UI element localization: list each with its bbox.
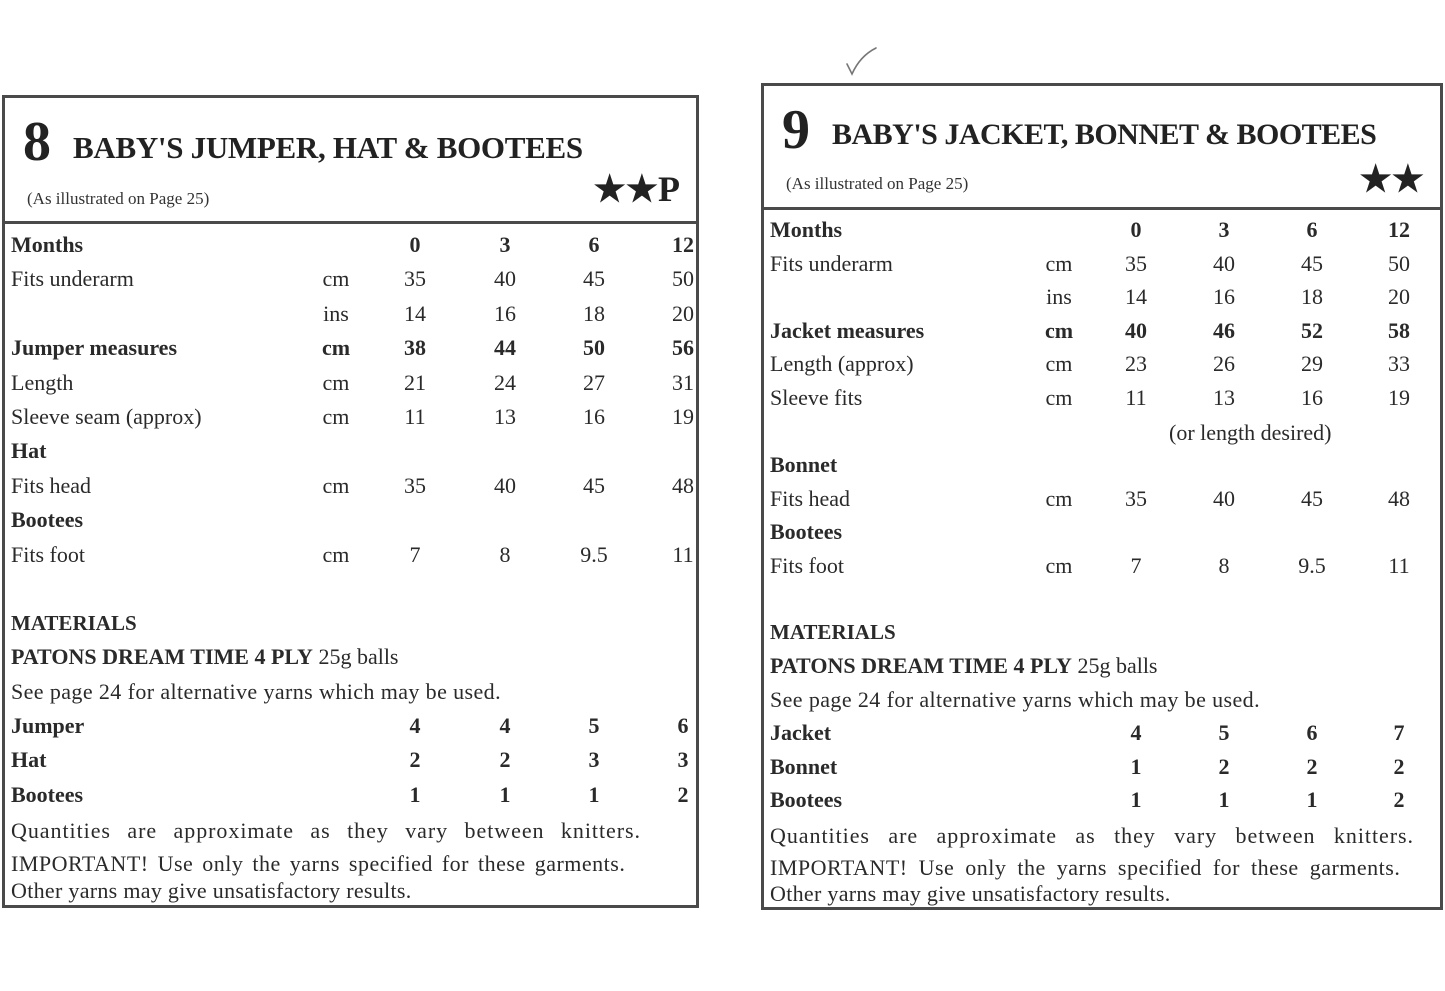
pattern-8-panel (2, 95, 699, 908)
pattern-title: BABY'S JACKET, BONNET & BOOTEES (832, 118, 1377, 151)
size-value: 40 (1125, 317, 1147, 343)
row-label: Jumper measures (11, 335, 178, 361)
table-row (5, 366, 696, 400)
quantities-note: Quantities are approximate as they vary between knitters. (11, 818, 641, 843)
row-unit: ins (323, 300, 349, 326)
row-label: Jacket measures (770, 317, 925, 343)
sleeve-length-note: (or length desired) (1169, 420, 1332, 445)
size-value: 20 (1388, 284, 1410, 310)
row-label: Bonnet (770, 753, 838, 779)
difficulty-rating: ★★ (1359, 159, 1424, 199)
size-value: 7 (1130, 553, 1142, 578)
pattern-number: 8 (23, 111, 51, 173)
row-label: Fits foot (770, 553, 844, 578)
important-note: IMPORTANT! Use only the yarns specified for these garments. (770, 855, 1401, 880)
table-row (5, 434, 696, 468)
size-value: 21 (404, 369, 426, 395)
table-row (5, 469, 696, 503)
row-label: Fits underarm (11, 266, 134, 292)
size-value: 18 (1301, 284, 1323, 310)
row-label: Length (approx) (770, 351, 914, 377)
size-value: 45 (1301, 250, 1323, 276)
size-value: 18 (583, 300, 605, 326)
table-row (764, 716, 1440, 750)
row-unit: cm (322, 472, 350, 498)
size-value: 1 (1306, 787, 1318, 813)
row-label: Fits underarm (770, 250, 893, 276)
size-value: 0 (409, 232, 421, 257)
row-unit: cm (1045, 553, 1073, 578)
size-value: 50 (672, 266, 694, 292)
table-row (5, 778, 696, 812)
size-value: 19 (672, 404, 694, 429)
quantities-note: Quantities are approximate as they vary between knitters. (770, 823, 1414, 848)
size-value: 1 (588, 781, 600, 807)
size-value: 11 (1388, 553, 1410, 578)
table-row (5, 262, 696, 296)
row-unit: cm (321, 335, 351, 361)
size-value: 2 (1218, 753, 1230, 779)
row-label: Hat (11, 438, 47, 464)
pattern-9-panel (761, 83, 1443, 910)
row-unit: cm (322, 404, 350, 429)
row-unit: cm (322, 541, 350, 567)
row-unit: cm (1044, 317, 1074, 343)
size-value: 6 (1306, 720, 1318, 745)
materials-heading: MATERIALS (11, 611, 137, 635)
row-label: Fits head (770, 485, 851, 511)
size-value: 50 (583, 335, 605, 361)
size-value: 16 (1301, 385, 1323, 410)
yarn-desc: 25g balls (1071, 653, 1158, 678)
size-value: 14 (1125, 284, 1147, 310)
yarn-desc: 25g balls (312, 644, 399, 669)
size-value: 3 (1218, 217, 1230, 242)
size-value: 2 (409, 747, 421, 773)
size-value: 40 (1213, 250, 1235, 276)
size-value: 1 (1130, 787, 1142, 813)
row-label: Fits foot (11, 541, 85, 567)
size-value: 12 (1388, 217, 1410, 242)
size-value: 6 (1306, 217, 1318, 242)
size-value: 2 (1393, 787, 1405, 813)
size-value: 1 (1218, 787, 1230, 813)
alternative-yarns-note: See page 24 for alternative yarns which may be used. (11, 679, 501, 704)
size-value: 2 (499, 747, 511, 773)
yarn-line (11, 640, 399, 674)
size-value: 1 (1130, 753, 1142, 779)
table-row (5, 538, 696, 572)
row-label: Jacket (770, 720, 832, 745)
table-row (5, 400, 696, 434)
pattern-9-header (764, 86, 1440, 210)
row-label: Jumper (11, 713, 85, 738)
table-row (764, 549, 1440, 583)
row-label: Sleeve fits (770, 385, 863, 410)
size-value: 8 (499, 541, 511, 567)
row-label: Bootees (770, 519, 843, 545)
size-value: 11 (404, 404, 426, 429)
size-value: 0 (1130, 217, 1142, 242)
row-label: Bootees (11, 507, 84, 533)
size-value: 35 (1125, 250, 1147, 276)
size-value: 48 (1388, 485, 1410, 511)
yarn-line (770, 649, 1158, 683)
materials-heading: MATERIALS (770, 620, 896, 644)
table-row (764, 247, 1440, 281)
row-label: Bootees (11, 781, 84, 807)
table-row (5, 297, 696, 331)
size-value: 16 (583, 404, 605, 429)
size-value: 29 (1301, 351, 1323, 377)
alternative-yarns-note: See page 24 for alternative yarns which may be used. (770, 687, 1260, 712)
table-row (764, 515, 1440, 549)
size-value: 2 (1393, 753, 1405, 779)
row-unit: cm (322, 369, 350, 395)
pattern-title: BABY'S JUMPER, HAT & BOOTEES (73, 130, 583, 165)
row-unit: cm (1045, 385, 1073, 410)
size-value: 16 (494, 300, 516, 326)
table-row (5, 228, 696, 262)
size-value: 3 (588, 747, 600, 773)
size-value: 1 (409, 781, 421, 807)
important-note: IMPORTANT! Use only the yarns specified for these garments. (11, 851, 626, 876)
size-value: 45 (583, 472, 605, 498)
size-value: 7 (1393, 720, 1405, 745)
pattern-number: 9 (782, 99, 810, 161)
size-value: 33 (1388, 351, 1410, 377)
size-value: 2 (677, 781, 689, 807)
table-row (5, 503, 696, 537)
size-value: 9.5 (1298, 553, 1326, 578)
row-label: Months (11, 232, 84, 257)
size-value: 3 (677, 747, 689, 773)
table-row (5, 709, 696, 743)
size-value: 23 (1125, 351, 1147, 377)
size-value: 35 (1125, 485, 1147, 511)
size-value: 8 (1218, 553, 1230, 578)
size-value: 48 (672, 472, 694, 498)
size-value: 4 (499, 713, 511, 738)
pattern-8-header (5, 98, 696, 224)
warning-note: Other yarns may give unsatisfactory results. (11, 878, 412, 903)
table-row (764, 482, 1440, 516)
table-row (5, 331, 696, 365)
row-unit: ins (1046, 284, 1072, 310)
table-row (764, 783, 1440, 817)
size-value: 5 (1218, 720, 1230, 745)
size-value: 13 (494, 404, 516, 429)
size-value: 52 (1301, 317, 1323, 343)
size-value: 4 (1130, 720, 1142, 745)
row-unit: cm (1045, 485, 1073, 511)
pencil-tick-mark (840, 44, 880, 78)
warning-note: Other yarns may give unsatisfactory results. (770, 881, 1171, 906)
row-label: Fits head (11, 472, 92, 498)
table-row (764, 347, 1440, 381)
row-label: Length (11, 369, 74, 395)
row-label: Hat (11, 747, 47, 773)
size-value: 44 (494, 335, 516, 361)
table-row (764, 448, 1440, 482)
table-row (764, 381, 1440, 415)
table-row (764, 314, 1440, 348)
size-value: 35 (404, 266, 426, 292)
size-value: 38 (404, 335, 426, 361)
size-value: 1 (499, 781, 511, 807)
row-label: Months (770, 217, 843, 242)
table-row (764, 213, 1440, 247)
size-value: 11 (672, 541, 694, 567)
size-value: 40 (1213, 485, 1235, 511)
size-value: 13 (1213, 385, 1235, 410)
table-row (764, 750, 1440, 784)
pattern-subtitle: (As illustrated on Page 25) (27, 189, 210, 208)
row-label: Bonnet (770, 452, 838, 478)
size-value: 40 (494, 266, 516, 292)
size-value: 50 (1388, 250, 1410, 276)
size-value: 24 (494, 369, 516, 395)
row-unit: cm (1045, 351, 1073, 377)
size-value: 46 (1213, 317, 1235, 343)
row-label: Sleeve seam (approx) (11, 404, 202, 429)
size-value: 58 (1388, 317, 1410, 343)
size-value: 45 (583, 266, 605, 292)
size-value: 4 (409, 713, 421, 738)
size-value: 19 (1388, 385, 1410, 410)
size-value: 9.5 (580, 541, 608, 567)
pattern-subtitle: (As illustrated on Page 25) (786, 174, 969, 193)
size-value: 40 (494, 472, 516, 498)
size-value: 27 (583, 369, 605, 395)
table-row (5, 743, 696, 777)
size-value: 56 (672, 335, 694, 361)
size-value: 2 (1306, 753, 1318, 779)
row-label: Bootees (770, 787, 843, 813)
table-row (764, 280, 1440, 314)
size-value: 35 (404, 472, 426, 498)
difficulty-rating: ★★P (593, 169, 680, 209)
size-value: 5 (588, 713, 600, 738)
size-value: 6 (588, 232, 600, 257)
row-unit: cm (322, 266, 350, 292)
size-value: 3 (499, 232, 511, 257)
row-unit: cm (1045, 250, 1073, 276)
size-value: 14 (404, 300, 426, 326)
size-value: 7 (409, 541, 421, 567)
size-value: 12 (672, 232, 694, 257)
size-value: 6 (677, 713, 689, 738)
yarn-name: PATONS DREAM TIME 4 PLY (770, 653, 1072, 678)
size-value: 31 (672, 369, 694, 395)
yarn-name: PATONS DREAM TIME 4 PLY (11, 644, 313, 669)
size-value: 11 (1125, 385, 1147, 410)
size-value: 26 (1213, 351, 1235, 377)
size-value: 20 (672, 300, 694, 326)
size-value: 16 (1213, 284, 1235, 310)
size-value: 45 (1301, 485, 1323, 511)
